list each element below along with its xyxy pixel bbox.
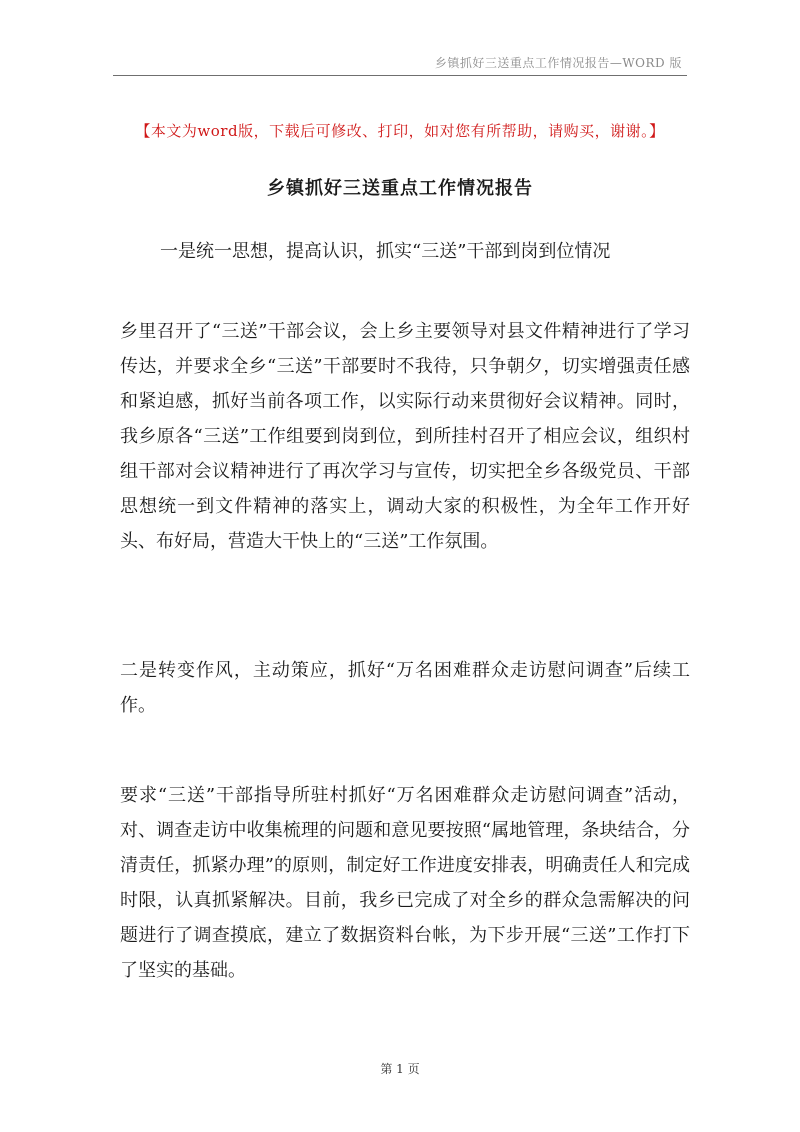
page-number: 第 1 页	[380, 1062, 420, 1076]
header-divider	[113, 75, 687, 76]
section-heading-1: 一是统一思想，提高认识，抓实“三送”干部到岗到位情况	[160, 241, 611, 262]
running-header: 乡镇抓好三送重点工作情况报告—WORD 版	[434, 56, 682, 70]
paragraph-2: 要求“三送”干部指导所驻村抓好“万名困难群众走访慰问调查”活动，对、调查走访中收集梳理的问题和意见要按照“属地管理，条块结合，分清责任，抓紧办理”的原则，制定好工作进度安排表，明确责任人和完成时限，认真抓紧解决。目前，我乡已完成了对全乡的群众急需解决的问题进行了调查摸底，建立了数据资料台帐，为下步开展“三送”工作打下了坚实的基础。	[120, 785, 690, 981]
paragraph-1: 乡里召开了“三送”干部会议，会上乡主要领导对县文件精神进行了学习传达，并要求全乡“三送”干部要时不我待，只争朝夕，切实增强责任感和紧迫感，抓好当前各项工作，以实际行动来贯彻好会议精神。同时，我乡原各“三送”工作组要到岗到位，到所挂村召开了相应会议，组织村组干部对会议精神进行了再次学习与宣传，切实把全乡各级党员、干部思想统一到文件精神的落实上，调动大家的积极性，为全年工作开好头、布好局，营造大干快上的“三送”工作氛围。	[120, 321, 690, 552]
purchase-notice: 【本文为word版，下载后可修改、打印，如对您有所帮助，请购买，谢谢。】	[135, 122, 665, 140]
document-title: 乡镇抓好三送重点工作情况报告	[267, 178, 533, 199]
section-heading-2: 二是转变作风，主动策应，抓好“万名困难群众走访慰问调查”后续工作。	[120, 660, 690, 716]
